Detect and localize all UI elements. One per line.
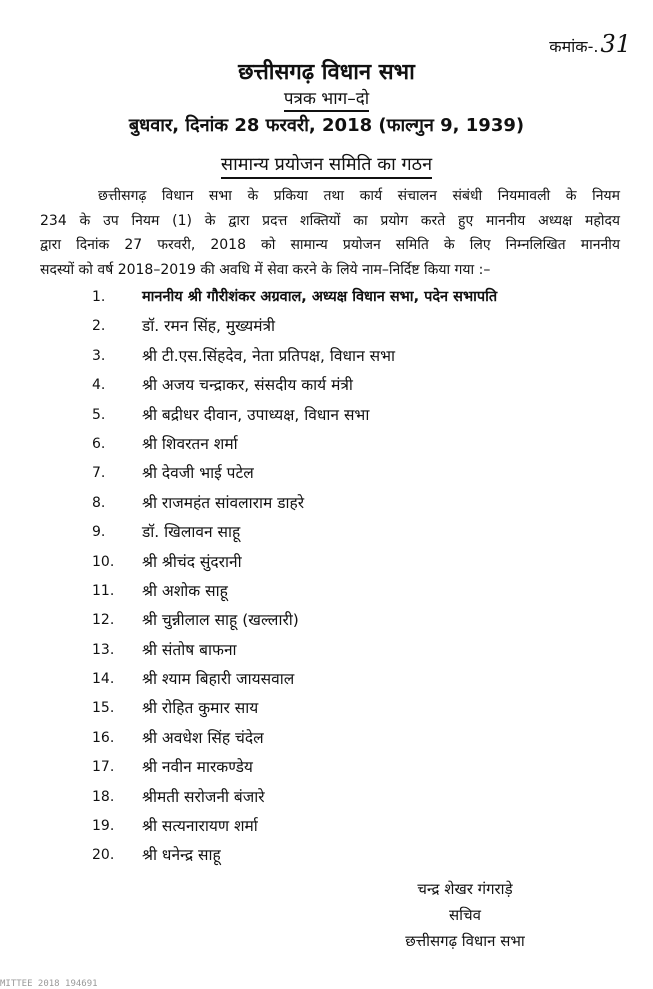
member-item — [92, 312, 632, 341]
intro-paragraph — [40, 184, 620, 282]
member-name: श्री देवजी भाई पटेल — [142, 464, 254, 483]
member-name: श्री अशोक साहू — [142, 581, 228, 600]
member-list — [92, 283, 632, 871]
signatory-name: चन्द्र शेखर गंगराड़े — [417, 880, 513, 898]
member-item — [92, 812, 632, 841]
member-item — [92, 753, 632, 782]
member-name: श्रीमती सरोजनी बंजारे — [142, 787, 265, 806]
member-name: श्री राजमहंत सांवलाराम डाहरे — [142, 493, 305, 512]
member-item — [92, 401, 632, 430]
paragraph-line: द्वारा दिनांक 27 फरवरी, 2018 को सामान्य प्रयोजन समिति के लिए निम्नलिखित माननीय — [40, 237, 620, 253]
member-item — [92, 489, 632, 518]
member-item — [92, 783, 632, 812]
member-number: 11. — [92, 582, 115, 599]
member-number: 7. — [92, 465, 106, 482]
member-item — [92, 548, 632, 577]
member-name: डॉ. खिलावन साहू — [142, 523, 241, 542]
member-name: श्री अजय चन्द्राकर, संसदीय कार्य मंत्री — [142, 376, 353, 395]
member-number: 1. — [92, 289, 106, 305]
document-subtitle — [0, 86, 653, 109]
member-name: श्री धनेन्द्र साहू — [142, 846, 221, 865]
member-name: श्री चुन्नीलाल साहू (खल्लारी) — [142, 611, 299, 630]
member-number: 4. — [92, 377, 106, 394]
member-item — [92, 665, 632, 694]
member-name: श्री बद्रीधर दीवान, उपाध्यक्ष, विधान सभा — [142, 405, 370, 424]
member-name: श्री संतोष बाफना — [142, 640, 237, 659]
subtitle-text: पत्रक भाग–दो — [284, 89, 369, 112]
paragraph-line: 234 के उप नियम (1) के द्वारा प्रदत्त शक्तियों का प्रयोग करते हुए माननीय अध्यक्ष महोदय — [40, 212, 620, 229]
member-item — [92, 724, 632, 753]
member-name: श्री सत्यनारायण शर्मा — [142, 817, 258, 836]
member-item — [92, 283, 632, 312]
member-name: माननीय श्री गौरीशंकर अग्रवाल, अध्यक्ष विधान सभा, पदेन सभापति — [142, 289, 498, 305]
heading-text: सामान्य प्रयोजन समिति का गठन — [221, 154, 432, 179]
member-item — [92, 694, 632, 723]
member-name: श्री नवीन मारकण्डेय — [142, 758, 253, 777]
member-item — [92, 841, 632, 870]
paragraph-line: सदस्यों को वर्ष 2018–2019 की अवधि में सेवा करने के लिये नाम–निर्दिष्ट किया गया :– — [40, 261, 491, 278]
member-item — [92, 606, 632, 635]
paragraph-line: छत्तीसगढ़ विधान सभा के प्रकिया तथा कार्य संचालन संबंधी नियमावली के नियम — [98, 188, 620, 204]
serial-label: कमांक-. — [549, 37, 599, 56]
member-name: श्री अवधेश सिंह चंदेल — [142, 728, 264, 747]
member-name: श्री रोहित कुमार साय — [142, 699, 259, 718]
member-item — [92, 636, 632, 665]
member-number: 17. — [92, 759, 115, 776]
member-number: 16. — [92, 729, 115, 746]
member-number: 19. — [92, 818, 115, 835]
section-heading — [0, 152, 653, 176]
serial-number — [549, 30, 631, 58]
member-name: डॉ. रमन सिंह, मुख्यमंत्री — [142, 317, 276, 336]
document-title: छत्तीसगढ़ विधान सभा — [238, 60, 415, 85]
member-item — [92, 459, 632, 488]
member-number: 18. — [92, 788, 115, 805]
member-item — [92, 371, 632, 400]
member-name: श्री शिवरतन शर्मा — [142, 434, 238, 453]
member-name: श्री श्रीचंद सुंदरानी — [142, 552, 242, 571]
member-item — [92, 577, 632, 606]
member-number: 12. — [92, 612, 115, 629]
member-number: 15. — [92, 700, 115, 717]
member-item — [92, 342, 632, 371]
member-number: 10. — [92, 553, 115, 570]
signature-block — [360, 876, 570, 954]
date-line: बुधवार, दिनांक 28 फरवरी, 2018 (फाल्गुन 9, 1939) — [128, 115, 525, 136]
member-number: 9. — [92, 524, 106, 541]
member-number: 5. — [92, 406, 106, 423]
member-number: 8. — [92, 494, 106, 511]
member-name: श्री श्याम बिहारी जायसवाल — [142, 670, 295, 689]
signatory-designation: सचिव — [449, 906, 481, 924]
member-number: 20. — [92, 847, 115, 864]
member-item — [92, 430, 632, 459]
member-number: 14. — [92, 671, 115, 688]
footer-reference: MITTEE 2018 194691 — [0, 979, 98, 989]
member-item — [92, 518, 632, 547]
serial-value: 31 — [600, 30, 631, 58]
member-number: 3. — [92, 347, 106, 364]
member-number: 2. — [92, 318, 106, 335]
member-number: 6. — [92, 435, 106, 452]
signatory-office: छत्तीसगढ़ विधान सभा — [405, 932, 525, 950]
member-number: 13. — [92, 641, 115, 658]
member-name: श्री टी.एस.सिंहदेव, नेता प्रतिपक्ष, विधान सभा — [142, 346, 395, 365]
